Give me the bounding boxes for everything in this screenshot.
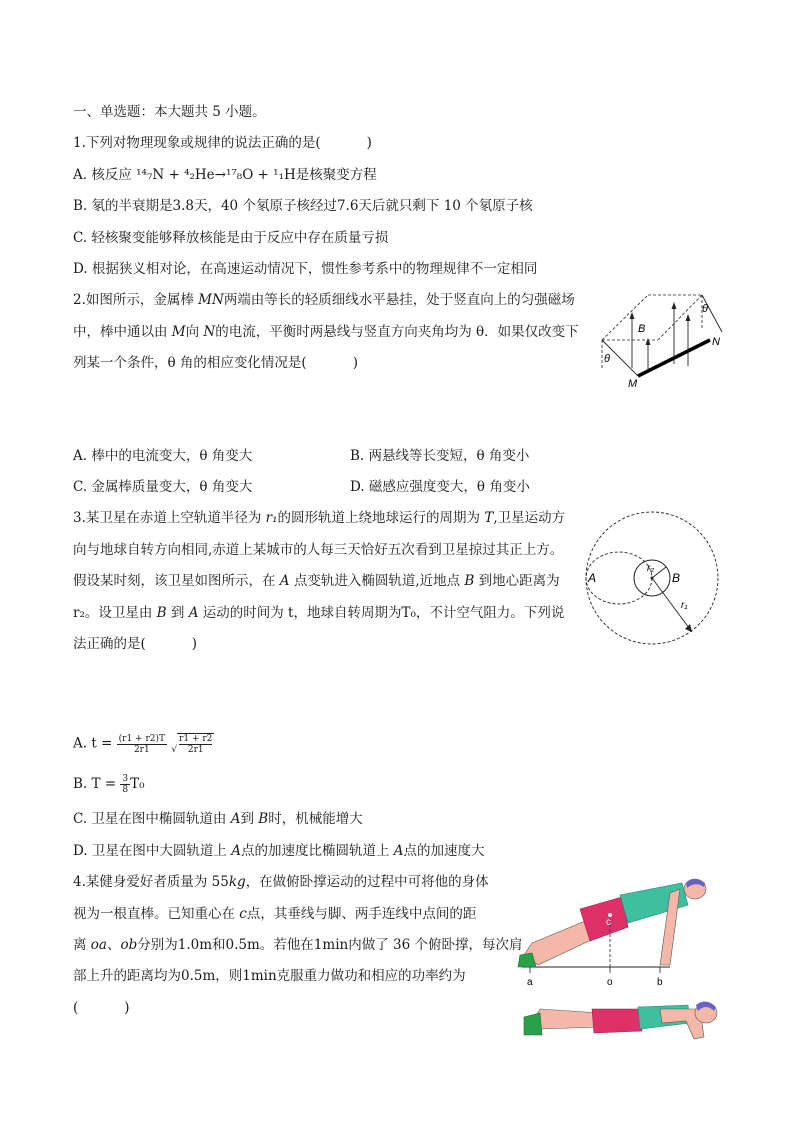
q3-stem-line3: 假设某时刻，该卫星如图所示，在 A 点变轨进入椭圆轨道,近地点 B 到地心距离为 xyxy=(73,573,560,589)
fraction-b: $\frac{3}{8}$ xyxy=(122,774,129,795)
q3-option-a: A. t = $\frac{(r1 + r2)T}{2r1}$ √ $\frac{r1 + r2}{2r1}$ xyxy=(73,733,213,755)
pushup-figure xyxy=(510,875,725,1050)
q1-option-b: B. 氡的半衰期是3.8天，40 个氡原子核经过7.6天后就只剩下 10 个氡原子核 xyxy=(73,198,533,214)
q1-option-a: A. 核反应 ¹⁴₇N + ⁴₂He→¹⁷₈O + ¹₁H是核聚变方程 xyxy=(73,167,377,183)
fraction-a: $\frac{(r1 + r2)T}{2r1}$ xyxy=(118,733,166,755)
q4-stem-line1: 4.某健身爱好者质量为 55kg，在做俯卧撑运动的过程中可将他的身体 xyxy=(73,874,489,890)
q2-option-d: D. 磁感应强度变大，θ 角变小 xyxy=(350,479,530,495)
orbit-figure xyxy=(580,508,720,648)
q3-stem-line2: 向与地球自转方向相同,赤道上某城市的人每三天恰好五次看到卫星掠过其正上方。 xyxy=(73,542,564,558)
label-r1: r₁ xyxy=(681,600,688,611)
q3-stem-line4: r₂。设卫星由 B 到 A 运动的时间为 t，地球自转周期为T₀，不计空气阻力。下列说 xyxy=(73,605,565,621)
section-title: 一、单选题：本大题共 5 小题。 xyxy=(73,104,266,120)
q1-option-d: D. 根据狭义相对论，在高速运动情况下，惯性参考系中的物理规律不一定相同 xyxy=(73,261,538,277)
q4-stem-line4: 部上升的距离均为0.5m，则1min克服重力做功和相应的功率约为 xyxy=(73,968,466,984)
label-m: M xyxy=(628,378,638,390)
q2-option-c: C. 金属棒质量变大，θ 角变大 xyxy=(73,479,253,495)
q3-option-c: C. 卫星在图中椭圆轨道由 A到 B时，机械能增大 xyxy=(73,811,363,827)
q4-stem-line2: 视为一根直棒。已知重心在 c点，其垂线与脚、两手连线中点间的距 xyxy=(73,906,477,922)
label-o: o xyxy=(607,977,613,988)
sqrt-a: √ $\frac{r1 + r2}{2r1}$ xyxy=(171,734,213,755)
q3-option-d: D. 卫星在图中大圆轨道上 A点的加速度比椭圆轨道上 A点的加速度大 xyxy=(73,843,485,859)
q3-option-b: B. T = $\frac{3}{8}$ T₀ xyxy=(73,774,145,795)
label-n: N xyxy=(712,336,720,348)
q1-option-c: C. 轻核聚变能够释放核能是由于反应中存在质量亏损 xyxy=(73,230,389,246)
nuclear-equation: ¹⁴₇N + ⁴₂He→¹⁷₈O + ¹₁H xyxy=(136,167,296,183)
label-a: a xyxy=(527,977,533,988)
label-c: c xyxy=(606,917,611,928)
label-theta-2: θ xyxy=(702,303,708,315)
q2-option-b: B. 两悬线等长变短，θ 角变小 xyxy=(350,448,530,464)
q2-stem-line3: 列某一个条件，θ 角的相应变化情况是( ) xyxy=(73,355,358,371)
q2-stem-line2: 中，棒中通以由 M向 N的电流，平衡时两悬线与竖直方向夹角均为 θ．如果仅改变下 xyxy=(73,324,579,340)
q3-stem-line1: 3.某卫星在赤道上空轨道半径为 r₁的圆形轨道上绕地球运行的周期为 T,卫星运动方 xyxy=(73,510,566,526)
label-r2: r₂ xyxy=(647,563,655,574)
q2-option-a: A. 棒中的电流变大，θ 角变大 xyxy=(73,448,253,464)
q4-stem-line5: ( ) xyxy=(73,1000,130,1016)
label-b: b xyxy=(657,977,663,988)
label-b: B xyxy=(672,571,681,585)
q4-stem-line3: 离 oa、ob分别为1.0m和0.5m。若他在1min内做了 36 个俯卧撑，每次肩 xyxy=(73,937,523,953)
q3-stem-line5: 法正确的是( ) xyxy=(73,636,198,652)
q1-stem: 1.下列对物理现象或规律的说法正确的是( ) xyxy=(73,135,372,151)
label-theta-1: θ xyxy=(604,353,610,365)
label-b: B xyxy=(638,323,646,335)
q2-stem-line1: 2.如图所示，金属棒 MN两端由等长的轻质细线水平悬挂，处于竖直向上的匀强磁场 xyxy=(73,292,575,308)
label-a: A xyxy=(588,571,597,585)
magnetic-rod-figure xyxy=(590,290,725,390)
